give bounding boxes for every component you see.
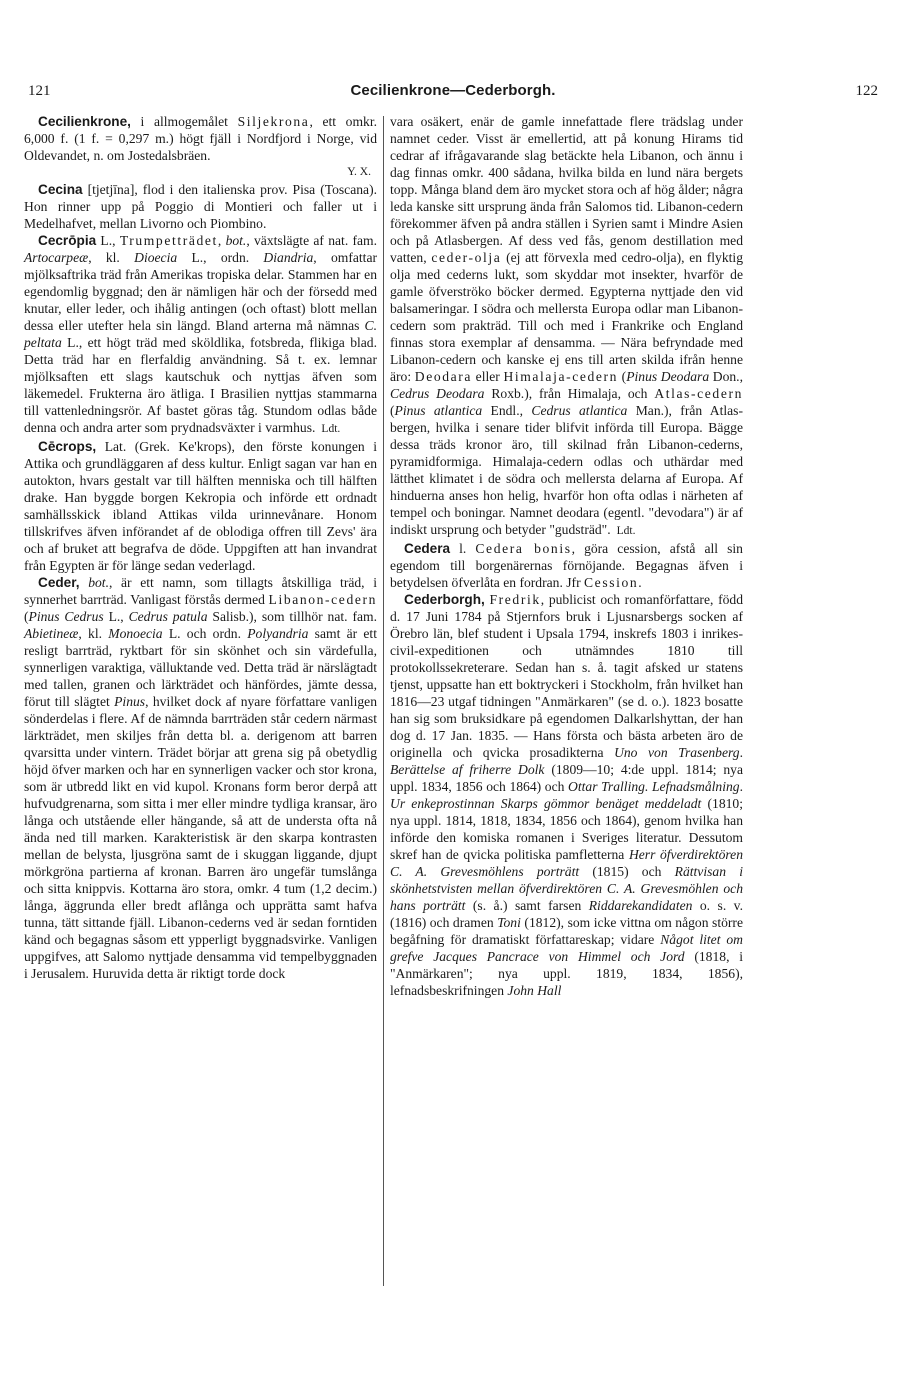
left-column	[24, 113, 377, 982]
page-number-left: 121	[28, 83, 51, 99]
entry-cedera: Cedera l. Cedera bonis, göra cession, afstå all sin egendom till borgenärernas förnöjande. Begagnas äfven i betydelsen öfverlåta en fordran. Jfr Cession.	[390, 541, 743, 590]
entry-cecilienkrone: Cecilienkrone, i allmogemålet Siljekrona, ett omkr. 6,000 f. (1 f. = 0,297 m.) högt fjäll i Nordfjord i Norge, vid Oldevandet, n. om Jostedalsbräen. Y. X.	[24, 113, 377, 181]
running-header	[28, 82, 878, 106]
page-number-right: 122	[855, 83, 878, 99]
entry-cecropia: Cecrōpia L., Trumpetträdet, bot., växtslägte af nat. fam. Artocarpeæ, kl. Dioecia L., ordn. Diandria, omfattar mjölksaftrika träd från Amerikas tropiska delar. Stammen har en egendomlig byggnad; den är nämligen här och der försedd med knutar, eller leder, och ihålig antingen (och oftast) blott mellan dessa eller utefter hela sin längd. Bland arterna må nämnas C. peltata L., ett högt träd med sköldlika, fotsbreda, flikiga blad. Detta träd har en flerfaldig användning. Så t. ex. lemnar mjölksaften ett slags kautschuk och nyttjas äfven som läkemedel. Frukterna äro ätliga. I Brasilien nyttjas stammarna till vattenledningsrör. Af bastet göras tåg. Stundom odlas både denna och andra arter som prydnadsväxter i varmhus. Ldt.	[24, 233, 378, 435]
entry-cecina: Cecina [tjetjīna], flod i den italienska prov. Pisa (Toscana). Hon rinner upp på Poggio di Montieri och faller ut i Medelhafvet, mellan Livorno och Piombino.	[24, 182, 377, 231]
entry-ceder: Ceder, bot., är ett namn, som tillagts åtskilliga träd, i synnerhet barrträd. Vanligast förstås dermed Libanon-cedern (Pinus Cedrus L., Cedrus patula Salisb.), som tillhör nat. fam. Abietineæ, kl. Monoecia L. och ordn. Polyandria samt är ett resligt barrträd, ryktbart för sin skönhet och sin värdefulla, synnerligen varaktiga, välluktande ved. Detta träd är närslägtadt med tallen, granen och lärkträdet och hänfördes, jämte dessa, förut till slägtet Pinus, hvilket dock af nyare författare vanligen sönderdelas i flere. Af de nämnda barrträden står cedern närmast lärkträdet, men skiljes från detta bl. a. derigenom att barren qvarsitta under vintern. Trädet börjar att grena sig på obetydlig höjd öfver marken och har en synnerligen vacker och stor krona, som är utbredd likt en vid kupol. Kronans form beror derpå att hufvudgrenarna, som sitta i mer eller mindre tydliga kransar, äro långa och utstående eller hängande, så att de understa ofta nå ända ned till marken. Karakteristisk är den skarpa kontrasten mellan de belysta, ljusgröna samt de i skuggan liggande, djupt mörkgröna partierna af kronan. Barren äro ungefär tumslånga och sitta knippvis. Kottarna äro stora, omkr. 4 tum (1,2 decim.) långa, äggrunda eller bredt aflånga och upprätta samt hafva tunna, tätt sittande fjäll. Libanon-cederns ved är sedan forntiden känd och begagnas såsom ett ypperligt byggnadsvirke. Vanligen uppgifves, att Salomo nyttjade densamma vid tempelbyggnaden i Jerusalem. Huruvida detta är riktigt torde dock	[24, 575, 377, 981]
column-divider	[383, 116, 384, 1286]
headword: Cecilienkrone,	[38, 114, 131, 129]
right-column	[390, 113, 743, 999]
author-signature: Y. X.	[347, 166, 371, 178]
headword: Cederborgh,	[404, 592, 485, 607]
entry-ceder-continued: vara osäkert, enär de gamle innefattade flere trädslag under namnet ceder. Visst är emellertid, att på konung Hirams tid cedrar af ifrågavarande slag betäckte hela Libanon, och ännu i dag finnas omkr. 400 sådana, hvilka bilda en lund nära bergets topp. Många bland dem äro mycket stora och af hög ålder; några leda kanske sitt ursprung ända från Salomos tid. Libanon-cedern förekommer äfven på andra ställen i Syrien samt i Mindre Asien och på Atlasbergen. Af dess ved fås, genom destillation med vatten, ceder-olja (ej att förvexla med cedro-olja), en flyktig olja med cederns lukt, som skyddar mot insekter, hvarför de gamle öfverströko böcker dermed. Egypterna nyttjade den vid balsameringar. I södra och mellersta Europa odlar man Libanon-cedern som prakträd. Till och med i Frankrike och England finnas stora exemplar af densamma. — Nära befryndade med Libanon-cedern och kanske ej ens till arten skilda ifrån henne äro: Deodara eller Himalaja-cedern (Pinus Deodara Don., Cedrus Deodara Roxb.), från Himalaja, och Atlas-cedern (Pinus atlantica Endl., Cedrus atlantica Man.), från Atlas-bergen, hvilka i senare tider blifvit införda till Europa. Bägge dessa träds kronor äro, till skilnad från Libanon-cederns, pyramidformiga. Himalaja-cedern odlas och uthärdar med lätthet klimatet i de södra och mellersta delarna af Europa. Af hinduerna anses hon helig, hvarför hon ofta odlas i närheten af tempel och boningar. Namnet deodara (egentl. "devodara") är af indiskt ursprung och betyder "gudsträd". Ldt.	[390, 114, 743, 537]
headword: Ceder,	[38, 575, 80, 590]
headword: Cedera	[404, 541, 451, 556]
running-title: Cecilienkrone—Cederborgh.	[350, 82, 556, 99]
entry-cederborgh: Cederborgh, Fredrik, publicist och romanförfattare, född d. 17 Juni 1784 på Stjernfors bruk i Ljusnarsbergs socken af Örebro län, blef student i Upsala 1794, inskrefs 1803 i inrikes-civil-expeditionen och utnämndes 1810 till protokollssekreterare. Sedan han s. å. tagit afsked ur statens tjenst, uppsatte han ett boktryckeri i Stockholm, från hvilket han 1816—23 utgaf tidningen "Anmärkaren" (se d. o.). 1823 bosatte han sig som bruksidkare på egendomen Dalkarlshyttan, der han dog d. 17 Jan. 1835. — Hans första och bästa arbeten äro de originella och qvicka prosadikterna Uno von Trasenberg. Berättelse af friherre Dolk (1809—10; 4:de uppl. 1814; nya uppl. 1834, 1856 och 1864) och Ottar Tralling. Lefnadsmålning. Ur enkeprostinnan Skarps gömmor benäget meddeladt (1810; nya uppl. 1814, 1818, 1834, 1856 och 1864), genom hvilka han införde den komiska romanen i Sveriges literatur. Dessutom skref han de qvicka politiska pamfletterna Herr öfverdirektören C. A. Grevesmöhlens porträtt (1815) och Rättvisan i skönhetstvisten mellan öfverdirektören C. A. Grevesmöhlen och hans porträtt (s. å.) samt farsen Riddarekandidaten o. s. v. (1816) och dramen Toni (1812), som icke vittna om någon större begåfning för dramatiskt författareskap; vidare Något litet om grefve Jacques Pancrace von Himmel och Jord (1818, i "Anmärkaren"; nya uppl. 1819, 1834, 1856), lefnadsbeskrifningen John Hall	[390, 592, 744, 998]
entry-cecrops: Cēcrops, Lat. (Grek. Ke'krops), den förste konungen i Attika och grundläggaren af dess kultur. Enligt sagan var han en autokton, hvars gestalt var till hälften menniska och till hälften drake. Han byggde borgen Kekropia och införde ett ordnadt samhällsskick ibland Attikas vilda urinnevånare. Honom tillskrifves äfven införandet af de oblodiga offren till Zevs' ära och af bruket att begrafva de döde. Uppgiften att han invandrat från Egypten är för länge sedan vederlagd.	[24, 439, 377, 573]
author-signature: Ldt.	[616, 525, 636, 537]
author-signature: Ldt.	[321, 423, 341, 435]
headword: Cēcrops,	[38, 439, 97, 454]
headword: Cecrōpia	[38, 233, 97, 248]
headword: Cecina	[38, 182, 83, 197]
